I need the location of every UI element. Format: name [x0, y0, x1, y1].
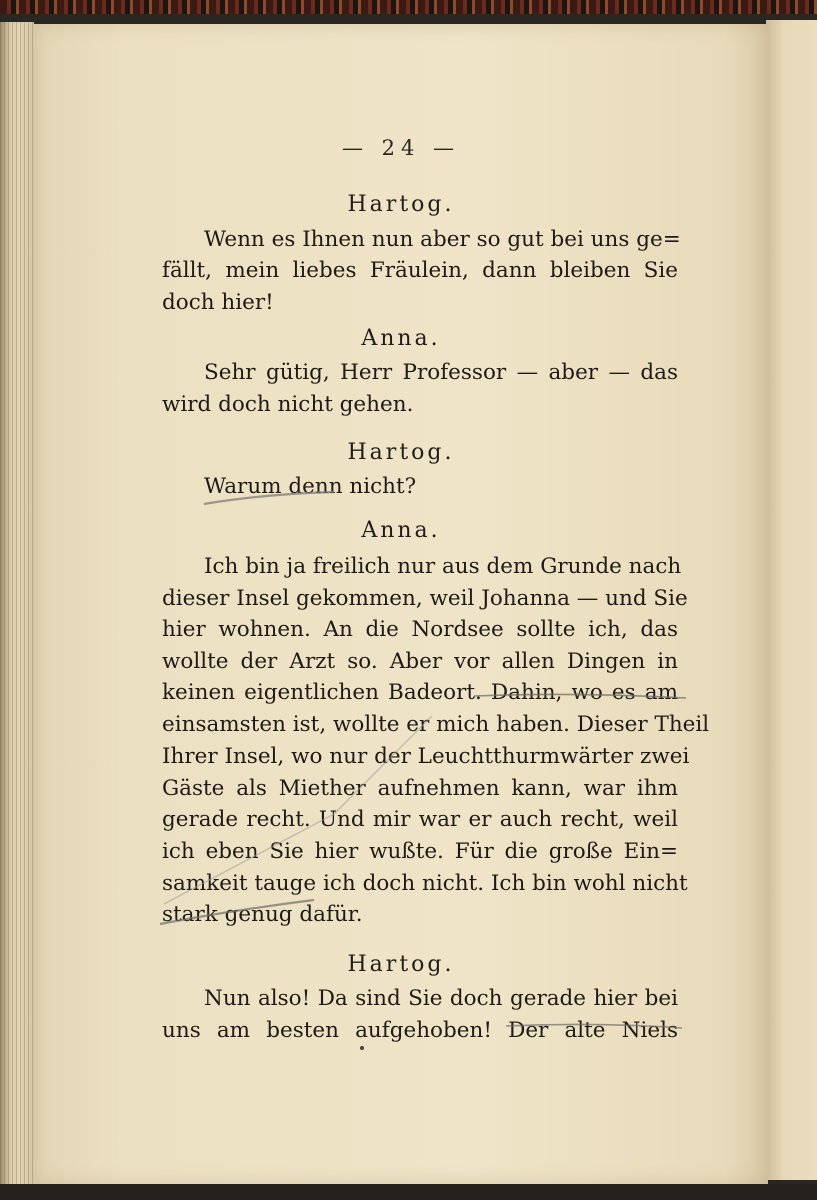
text-line: keinen eigentlichen Badeort. Dahin, wo es am [162, 680, 678, 705]
text-line: Ich bin ja freilich nur aus dem Grunde nach [204, 554, 682, 579]
text-line: Nun also! Da sind Sie doch gerade hier bei [204, 986, 678, 1011]
text-line: samkeit tauge ich doch nicht. Ich bin wohl nicht [162, 871, 688, 896]
text-line: einsamsten ist, wollte er mich haben. Dieser Theil [162, 712, 710, 737]
speaker-name: Hartog. [347, 192, 455, 217]
text-line: Wenn es Ihnen nun aber so gut bei uns ge= [204, 227, 681, 252]
scan-bottom-border [0, 1184, 817, 1200]
text-line: gerade recht. Und mir war er auch recht, weil [162, 807, 678, 832]
text-line: Gäste als Miether aufnehmen kann, war ihm [162, 776, 678, 801]
text-line: wollte der Arzt so. Aber vor allen Dingen in [162, 649, 678, 674]
speaker-name: Hartog. [347, 952, 455, 977]
text-line: doch hier! [162, 290, 274, 315]
ink-speck [360, 1046, 364, 1050]
text-line: wird doch nicht gehen. [162, 392, 414, 417]
facing-page-edge [766, 20, 817, 1180]
page-number: — 24 — [341, 136, 461, 160]
page-stack-edge [0, 22, 34, 1184]
text-line: uns am besten aufgehoben! Der alte Niels [162, 1018, 678, 1043]
speaker-name: Hartog. [347, 440, 455, 465]
speaker-name: Anna. [361, 326, 441, 351]
text-line: ich eben Sie hier wußte. Für die große Ein= [162, 839, 678, 864]
book-page [34, 24, 768, 1184]
text-line: Warum denn nicht? [204, 474, 417, 499]
text-line: Sehr gütig, Herr Professor — aber — das [204, 360, 678, 385]
text-line: hier wohnen. An die Nordsee sollte ich, das [162, 617, 678, 642]
text-line: Ihrer Insel, wo nur der Leuchtthurmwärter zwei [162, 744, 690, 769]
text-line: dieser Insel gekommen, weil Johanna — und Sie [162, 586, 688, 611]
book-top-edge [0, 0, 817, 14]
speaker-name: Anna. [361, 518, 441, 543]
text-line: fällt, mein liebes Fräulein, dann bleiben Sie [162, 258, 678, 283]
text-line: stark genug dafür. [162, 902, 363, 927]
